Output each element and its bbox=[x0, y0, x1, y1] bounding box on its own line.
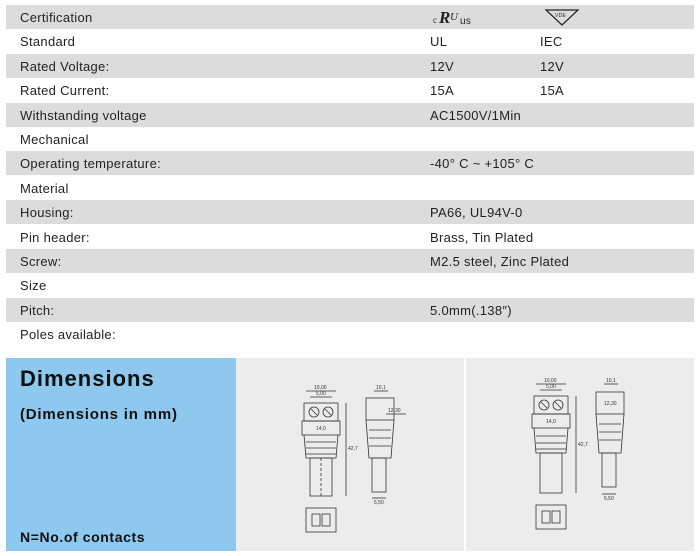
svg-text:us: us bbox=[460, 16, 472, 27]
spec-value-ul: PA66, UL94V-0 bbox=[430, 205, 523, 221]
spec-row bbox=[6, 225, 694, 249]
spec-row bbox=[6, 78, 694, 102]
dim-label-s2: 5,50 bbox=[374, 500, 384, 506]
vde-certification-logo bbox=[542, 7, 582, 27]
spec-label: Mechanical bbox=[20, 132, 89, 147]
spec-label: Withstanding voltage bbox=[20, 107, 147, 123]
spec-row bbox=[6, 29, 694, 53]
dimensions-title: Dimensions bbox=[20, 366, 155, 391]
spec-value-ul: UL bbox=[430, 34, 448, 50]
dim-label-w3: 14,0 bbox=[316, 426, 326, 432]
connector-drawing-right bbox=[466, 358, 694, 551]
spec-label: Poles available: bbox=[20, 327, 116, 343]
spec-row bbox=[6, 298, 694, 322]
spec-label: Pitch: bbox=[20, 302, 55, 318]
dim-label-h1: 12,30 bbox=[388, 408, 401, 414]
dim-label-s1: 10,1 bbox=[376, 385, 386, 391]
spec-row bbox=[6, 5, 694, 29]
spec-value-iec: 12V bbox=[540, 58, 565, 74]
spec-value-iec: IEC bbox=[540, 34, 563, 50]
spec-row bbox=[6, 54, 694, 78]
spec-label: Standard bbox=[20, 34, 76, 50]
dim-label-h1-right: 12,30 bbox=[604, 401, 617, 407]
svg-text:c: c bbox=[433, 15, 438, 25]
spec-value-ul: 5.0mm(.138″) bbox=[430, 302, 512, 318]
dimensions-panel bbox=[6, 358, 236, 551]
spec-value-iec: 15A bbox=[540, 83, 565, 99]
spec-row bbox=[6, 127, 694, 151]
dim-label-w3-right: 14,0 bbox=[546, 419, 556, 425]
spec-value-ul: 12V bbox=[430, 58, 455, 74]
spec-value-ul: 15A bbox=[430, 83, 455, 99]
spec-row bbox=[6, 249, 694, 273]
spec-row bbox=[6, 151, 694, 175]
dim-label-w1-right: 10,00 bbox=[544, 378, 557, 384]
contacts-note: N=No.of contacts bbox=[20, 529, 146, 545]
spec-label: Screw: bbox=[20, 254, 62, 269]
spec-value-ul: AC1500V/1Min bbox=[430, 107, 522, 123]
spec-row bbox=[6, 103, 694, 127]
dim-label-w1: 10,00 bbox=[314, 385, 327, 391]
spec-label: Size bbox=[20, 278, 47, 294]
drawing-panel-right bbox=[466, 358, 694, 551]
dim-label-w2: 5,00 bbox=[316, 391, 326, 397]
ul-certification-logo bbox=[433, 6, 493, 28]
spec-value-ul: Brass, Tin Plated bbox=[430, 229, 534, 245]
spec-label: Housing: bbox=[20, 205, 74, 221]
spec-row bbox=[6, 176, 694, 200]
spec-label: Operating temperature: bbox=[20, 156, 162, 172]
spec-row bbox=[6, 322, 694, 346]
dim-label-len: 42,7 bbox=[348, 446, 358, 452]
connector-drawing-left bbox=[236, 358, 464, 551]
spec-label: Rated Voltage: bbox=[20, 58, 110, 74]
svg-text:R: R bbox=[439, 8, 451, 27]
svg-text:VDE: VDE bbox=[555, 13, 567, 19]
dim-label-s1-right: 10,1 bbox=[606, 378, 616, 384]
spec-row bbox=[6, 273, 694, 297]
dim-label-w2-right: 5,00 bbox=[546, 384, 556, 390]
dimensions-subtitle: (Dimensions in mm) bbox=[20, 406, 178, 423]
spec-value-ul: -40° C ~ +105° C bbox=[430, 156, 535, 172]
spec-label: Certification bbox=[20, 10, 93, 25]
dim-label-len-right: 42,7 bbox=[578, 442, 588, 448]
dim-label-s2-right: 5,50 bbox=[604, 496, 614, 502]
spec-row bbox=[6, 200, 694, 224]
spec-label: Material bbox=[20, 180, 69, 196]
spec-label: Rated Current: bbox=[20, 83, 110, 99]
drawing-panel-left bbox=[236, 358, 464, 551]
spec-value-ul: M2.5 steel, Zinc Plated bbox=[430, 254, 570, 269]
spec-label: Pin header: bbox=[20, 229, 90, 245]
svg-text:U: U bbox=[450, 11, 459, 23]
